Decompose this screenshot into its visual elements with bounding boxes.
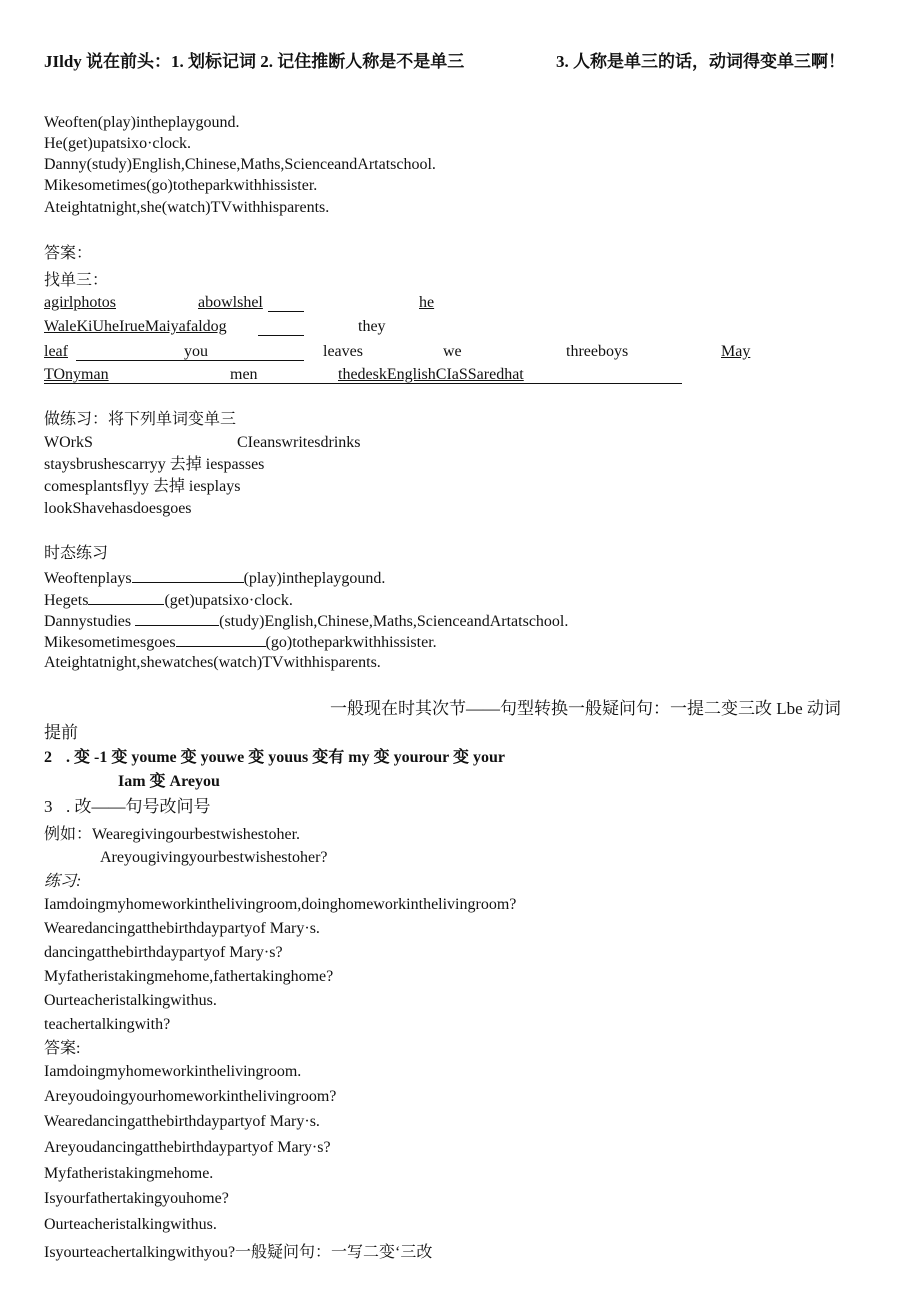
find-word: they bbox=[358, 318, 386, 335]
tense-line bbox=[44, 631, 437, 653]
answer-blank bbox=[135, 610, 219, 626]
header-intro bbox=[44, 52, 464, 72]
answer-sentence: Wearedancingatthebirthdaypartyof Mary·s. bbox=[44, 1113, 320, 1130]
exercise-line-3: Danny(study)English,Chinese,Maths,ScienceandArtatschool. bbox=[44, 156, 436, 173]
tense-line bbox=[44, 567, 385, 589]
find-word: we bbox=[443, 343, 462, 360]
practice-line: comesplantsflyy 去掉 iesplays bbox=[44, 478, 241, 495]
tense-answer: Weoftenplays bbox=[44, 570, 132, 587]
find-word: men bbox=[230, 366, 258, 383]
practice-sentence: Iamdoingmyhomeworkinthelivingroom,doinghomeworkinthelivingroom? bbox=[44, 896, 517, 913]
exercise-line-1: Weoften(play)intheplaygound. bbox=[44, 114, 240, 131]
exercise-line-5: Ateightatnight,she(watch)TVwithhisparents. bbox=[44, 199, 330, 216]
answer-blank bbox=[88, 589, 164, 605]
find-word: threeboys bbox=[566, 343, 629, 360]
practice-line: WOrkS bbox=[44, 434, 93, 451]
tense-rest: (play)intheplaygound. bbox=[243, 570, 386, 587]
rule-3: . 改——句号改问号 bbox=[66, 797, 211, 816]
example-line bbox=[44, 825, 300, 845]
find-word: May bbox=[721, 343, 751, 360]
answer-sentence: Myfatheristakingmehome. bbox=[44, 1165, 214, 1182]
find-word: thedeskEnglishCIaSSaredhat bbox=[338, 366, 524, 383]
tense-rest: (go)totheparkwithhissister. bbox=[265, 634, 437, 651]
header-tip-1: 1. 划标记词 2. 记住推断人称是不是单三 bbox=[171, 52, 465, 71]
practice-sentence: dancingatthebirthdaypartyof Mary·s? bbox=[44, 944, 283, 961]
tense-line bbox=[44, 589, 293, 611]
practice-sentence: Wearedancingatthebirthdaypartyof Mary·s. bbox=[44, 920, 320, 937]
tense-line: Ateightatnight,shewatches(watch)TVwithhisparents. bbox=[44, 654, 381, 671]
underline-rule bbox=[268, 311, 304, 312]
practice-sentence: Ourteacheristalkingwithus. bbox=[44, 992, 217, 1009]
example-question: Areyougivingyourbestwishestoher? bbox=[100, 849, 328, 866]
rule-3-number: 3 bbox=[44, 797, 53, 816]
practice-line: staysbrushescarryy 去掉 iespasses bbox=[44, 456, 265, 473]
practice-line: CIeanswritesdrinks bbox=[237, 434, 361, 451]
tense-answer: Hegets bbox=[44, 592, 89, 609]
find-word: he bbox=[419, 294, 435, 311]
answer-sentence: Areyoudoingyourhomeworkinthelivingroom? bbox=[44, 1088, 337, 1105]
rule-2b: Iam 变 Areyou bbox=[118, 773, 220, 790]
answer-sentence: Iamdoingmyhomeworkinthelivingroom. bbox=[44, 1063, 302, 1080]
find-word: you bbox=[184, 343, 208, 360]
find-word: abowlshel bbox=[198, 294, 263, 311]
find-word: leaves bbox=[323, 343, 363, 360]
section-heading: 一般现在时其次节——句型转换一般疑问句：一提二变三改 Lbe 动词 bbox=[330, 699, 841, 718]
answer-sentence: Areyoudancingatthebirthdaypartyof Mary·s? bbox=[44, 1139, 331, 1156]
answer-sentence: Isyourfathertakingyouhome? bbox=[44, 1190, 229, 1207]
exercise-line-4: Mikesometimes(go)totheparkwithhissister. bbox=[44, 177, 318, 194]
rule-2-number: 2 bbox=[44, 749, 52, 766]
practice-label: 练习: bbox=[44, 873, 82, 890]
exercise-line-2: He(get)upatsixo·clock. bbox=[44, 135, 192, 152]
tense-title: 时态练习 bbox=[44, 545, 109, 562]
header-intro-text: JIldy 说在前头： bbox=[44, 52, 172, 71]
find-word: TOnyman bbox=[44, 366, 109, 383]
tense-line bbox=[44, 610, 568, 632]
practice-sentence: Myfatheristakingmehome,fathertakinghome? bbox=[44, 968, 334, 985]
find-word: agirlphotos bbox=[44, 294, 116, 311]
answer-blank bbox=[176, 631, 266, 647]
answers-title: 答案： bbox=[44, 245, 93, 262]
tense-answer: Mikesometimesgoes bbox=[44, 634, 176, 651]
find-title: 找单三： bbox=[44, 272, 109, 289]
tense-answer: Dannystudies bbox=[44, 613, 136, 630]
find-word: leaf bbox=[44, 343, 68, 360]
underline-rule bbox=[258, 335, 304, 336]
practice-title: 做练习：将下列单词变单三 bbox=[44, 411, 237, 428]
section-heading-cont: 提前 bbox=[44, 723, 78, 742]
tense-rest: (get)upatsixo·clock. bbox=[164, 592, 293, 609]
rule-2: . 变 -1 变 youme 变 youwe 变 youus 变有 my 变 yourour 变 your bbox=[66, 749, 505, 766]
example-sentence: Wearegivingourbestwishestoher. bbox=[92, 826, 301, 843]
practice-line: lookShavehasdoesgoes bbox=[44, 500, 192, 517]
tense-rest: (study)English,Chinese,Maths,ScienceandArtatschool. bbox=[219, 613, 569, 630]
answer-sentence: Isyourteachertalkingwithyou?一般疑问句：一写二变‘三改 bbox=[44, 1244, 433, 1261]
answer-label: 答案: bbox=[44, 1040, 81, 1057]
find-word: WaleKiUheIrueMaiyafaldog bbox=[44, 318, 227, 335]
answer-blank bbox=[132, 567, 244, 583]
practice-sentence: teachertalkingwith? bbox=[44, 1016, 171, 1033]
example-label: 例如： bbox=[44, 826, 93, 843]
header-tip-3: 3. 人称是单三的话，动词得变单三啊！ bbox=[556, 52, 845, 71]
answer-sentence: Ourteacheristalkingwithus. bbox=[44, 1216, 217, 1233]
